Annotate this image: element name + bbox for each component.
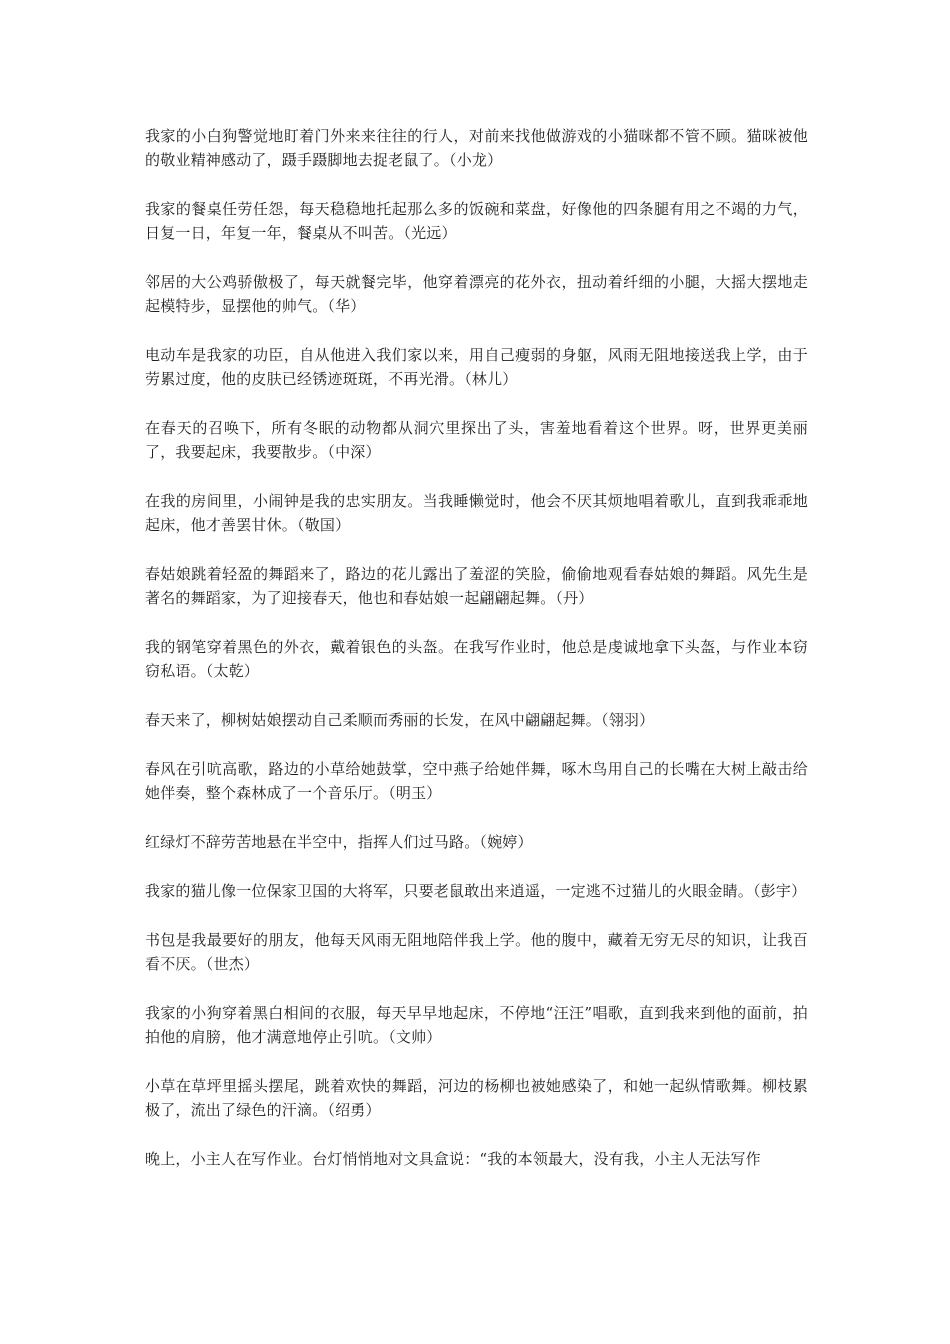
paragraph-9: 春天来了，柳树姑娘摆动自己柔顺而秀丽的长发，在风中翩翩起舞。（翎羽） [145, 711, 655, 729]
paragraph-5: 在春天的召唤下，所有冬眠的动物都从洞穴里探出了头，害羞地看着这个世界。呀，世界更美丽了，我要起床，我要散步。（中深） [145, 419, 808, 461]
paragraph-7: 春姑娘跳着轻盈的舞蹈来了，路边的花儿露出了羞涩的笑脸，偷偷地观看春姑娘的舞蹈。风先生是著名的舞蹈家，为了迎接春天，他也和春姑娘一起翩翩起舞。（丹） [145, 565, 808, 607]
paragraph-13: 书包是我最要好的朋友，他每天风雨无阻地陪伴我上学。他的腹中，藏着无穷无尽的知识，让我百看不厌。（世杰） [145, 931, 808, 973]
paragraph-11: 红绿灯不辞劳苦地悬在半空中，指挥人们过马路。（婉婷） [145, 833, 533, 851]
paragraph-8: 我的钢笔穿着黑色的外衣，戴着银色的头盔。在我写作业时，他总是虔诚地拿下头盔，与作业本窃窃私语。（太乾） [145, 638, 808, 680]
paragraph-12: 我家的猫儿像一位保家卫国的大将军，只要老鼠敢出来逍遥，一定逃不过猫儿的火眼金睛。（彭宇） [145, 882, 807, 900]
paragraph-6: 在我的房间里，小闹钟是我的忠实朋友。当我睡懒觉时，他会不厌其烦地唱着歌儿，直到我乖乖地起床，他才善罢甘休。（敬国） [145, 492, 808, 534]
document-body [145, 124, 808, 1196]
paragraph-15: 小草在草坪里摇头摆尾，跳着欢快的舞蹈，河边的杨柳也被她感染了，和她一起纵情歌舞。柳枝累极了，流出了绿色的汗滴。（绍勇） [145, 1077, 808, 1119]
paragraph-16: 晚上，小主人在写作业。台灯悄悄地对文具盒说：“我的本领最大，没有我，小主人无法写作 [145, 1150, 761, 1168]
paragraph-14: 我家的小狗穿着黑白相间的衣服，每天早早地起床，不停地“汪汪”唱歌，直到我来到他的面前，拍拍他的肩膀，他才满意地停止引吭。（文帅） [145, 1004, 808, 1046]
paragraph-1: 我家的小白狗警觉地盯着门外来来往往的行人，对前来找他做游戏的小猫咪都不管不顾。猫咪被他的敬业精神感动了，蹑手蹑脚地去捉老鼠了。（小龙） [145, 127, 808, 169]
paragraph-10: 春风在引吭高歌，路边的小草给她鼓掌，空中燕子给她伴舞，啄木鸟用自己的长嘴在大树上敲击给她伴奏，整个森林成了一个音乐厅。（明玉） [145, 760, 808, 802]
paragraph-2: 我家的餐桌任劳任怨，每天稳稳地托起那么多的饭碗和菜盘，好像他的四条腿有用之不竭的力气，日复一日，年复一年，餐桌从不叫苦。（光远） [145, 200, 808, 242]
paragraph-4: 电动车是我家的功臣，自从他进入我们家以来，用自己瘦弱的身躯，风雨无阻地接送我上学，由于劳累过度，他的皮肤已经锈迹斑斑，不再光滑。（林儿） [145, 346, 808, 388]
paragraph-3: 邻居的大公鸡骄傲极了，每天就餐完毕，他穿着漂亮的花外衣，扭动着纤细的小腿，大摇大摆地走起模特步，显摆他的帅气。（华） [145, 273, 808, 315]
